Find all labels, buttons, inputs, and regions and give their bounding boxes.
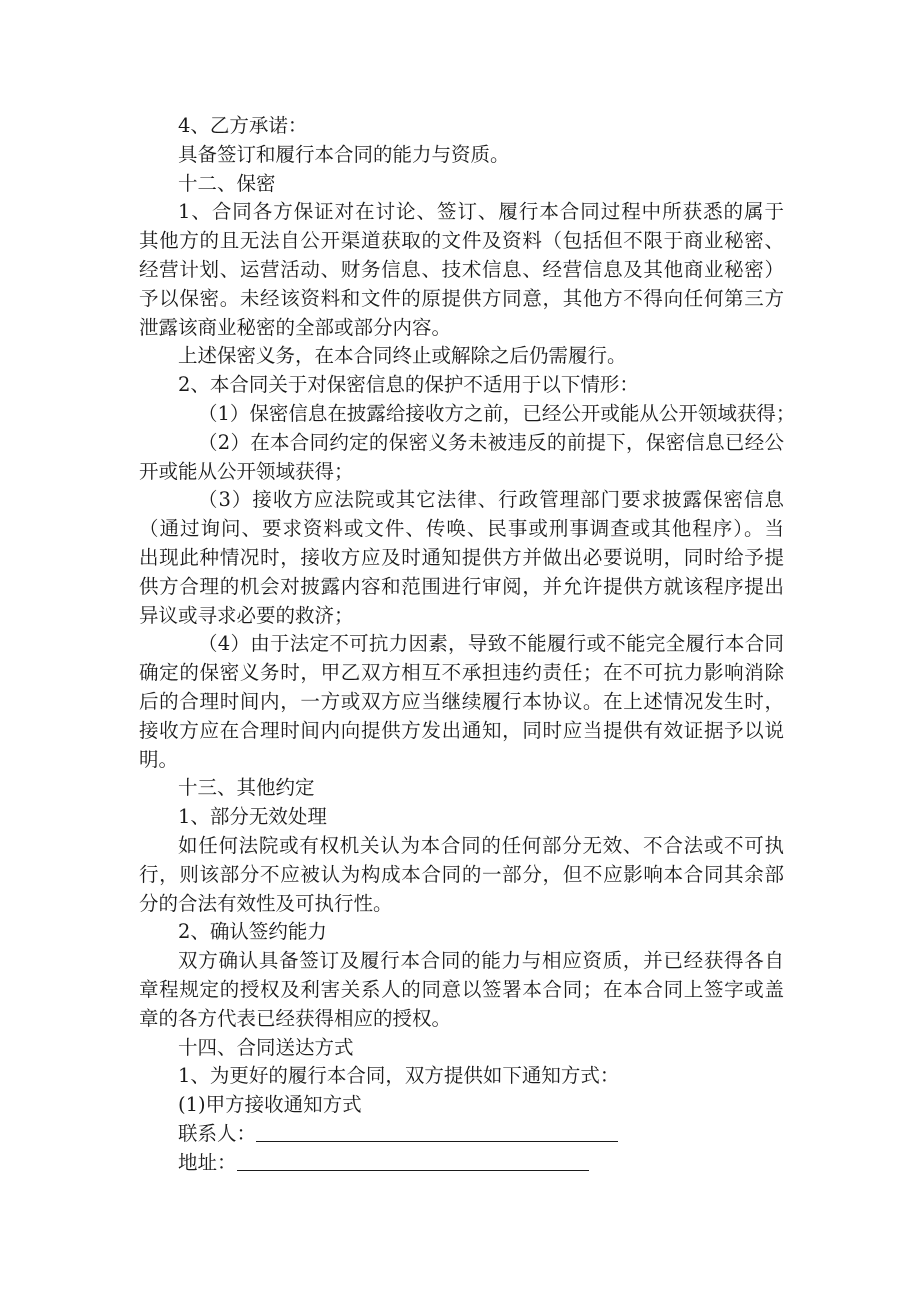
text-line: 十三、其他约定 xyxy=(178,776,315,800)
text-line: 2、确认签约能力 xyxy=(178,920,327,944)
text-line: （1）保密信息在披露给接收方之前，已经公开或能从公开领域获得； xyxy=(198,401,796,425)
contact-field-row xyxy=(139,1149,784,1178)
text-line: 2、本合同关于对保密信息的保护不适用于以下情形： xyxy=(178,373,639,397)
text-line: 具备签订和履行本合同的能力与资质。 xyxy=(178,142,510,166)
text-line: 4、乙方承诺： xyxy=(178,114,308,137)
text-line: 双方确认具备签订及履行本合同的能力与相应资质，并已经获得各自 xyxy=(178,949,784,973)
text-line: 予以保密。未经该资料和文件的原提供方同意，其他方不得向任何第三方 xyxy=(139,286,784,310)
contact-field-row xyxy=(139,1120,784,1149)
field-blank-line[interactable] xyxy=(237,1150,589,1171)
text-line: 经营计划、运营活动、财务信息、技术信息、经营信息及其他商业秘密） xyxy=(139,257,784,281)
text-line: 上述保密义务，在本合同终止或解除之后仍需履行。 xyxy=(178,344,627,368)
text-line: （4）由于法定不可抗力因素，导致不能履行或不能完全履行本合同 xyxy=(198,632,784,656)
text-line: 接收方应在合理时间内向提供方发出通知，同时应当提供有效证据予以说 xyxy=(139,718,784,742)
text-line: （2）在本合同约定的保密义务未被违反的前提下，保密信息已经公 xyxy=(198,430,784,454)
text-line: 十二、保密 xyxy=(178,171,276,195)
text-line: 分的合法有效性及可执行性。 xyxy=(139,891,393,915)
text-line: 开或能从公开领域获得； xyxy=(139,459,354,483)
text-line: (1)甲方接收通知方式 xyxy=(178,1093,362,1117)
text-line: 如任何法院或有权机关认为本合同的任何部分无效、不合法或不可执 xyxy=(178,833,784,857)
text-line: （3）接收方应法院或其它法律、行政管理部门要求披露保密信息 xyxy=(198,488,784,512)
text-line: 明。 xyxy=(139,747,179,771)
text-line: 异议或寻求必要的救济； xyxy=(139,603,354,627)
text-line: 泄露该商业秘密的全部或部分内容。 xyxy=(139,315,452,339)
text-line: 十四、合同送达方式 xyxy=(178,1035,354,1059)
text-line: 后的合理时间内，一方或双方应当继续履行本协议。在上述情况发生时， xyxy=(139,689,784,713)
text-line: 1、合同各方保证对在讨论、签订、履行本合同过程中所获悉的属于 xyxy=(178,200,784,224)
text-line: （通过询问、要求资料或文件、传唤、民事或刑事调查或其他程序）。当 xyxy=(139,517,784,541)
text-line: 其他方的且无法自公开渠道获取的文件及资料（包括但不限于商业秘密、 xyxy=(139,229,784,253)
text-line: 确定的保密义务时，甲乙双方相互不承担违约责任；在不可抗力影响消除 xyxy=(139,661,784,685)
field-label: 联系人： xyxy=(178,1121,257,1145)
contract-body xyxy=(139,112,796,1177)
text-line: 行，则该部分不应被认为构成本合同的一部分，但不应影响本合同其余部 xyxy=(139,862,784,886)
text-line: 1、部分无效处理 xyxy=(178,805,327,829)
text-line: 出现此种情况时，接收方应及时通知提供方并做出必要说明，同时给予提 xyxy=(139,545,784,569)
text-line: 1、为更好的履行本合同，双方提供如下通知方式： xyxy=(178,1064,620,1088)
text-line: 章的各方代表已经获得相应的授权。 xyxy=(139,1006,452,1030)
field-label: 地址： xyxy=(178,1150,237,1174)
field-blank-line[interactable] xyxy=(256,1121,618,1142)
text-line: 章程规定的授权及利害关系人的同意以签署本合同；在本合同上签字或盖 xyxy=(139,977,784,1001)
text-line: 供方合理的机会对披露内容和范围进行审阅，并允许提供方就该程序提出 xyxy=(139,574,784,598)
